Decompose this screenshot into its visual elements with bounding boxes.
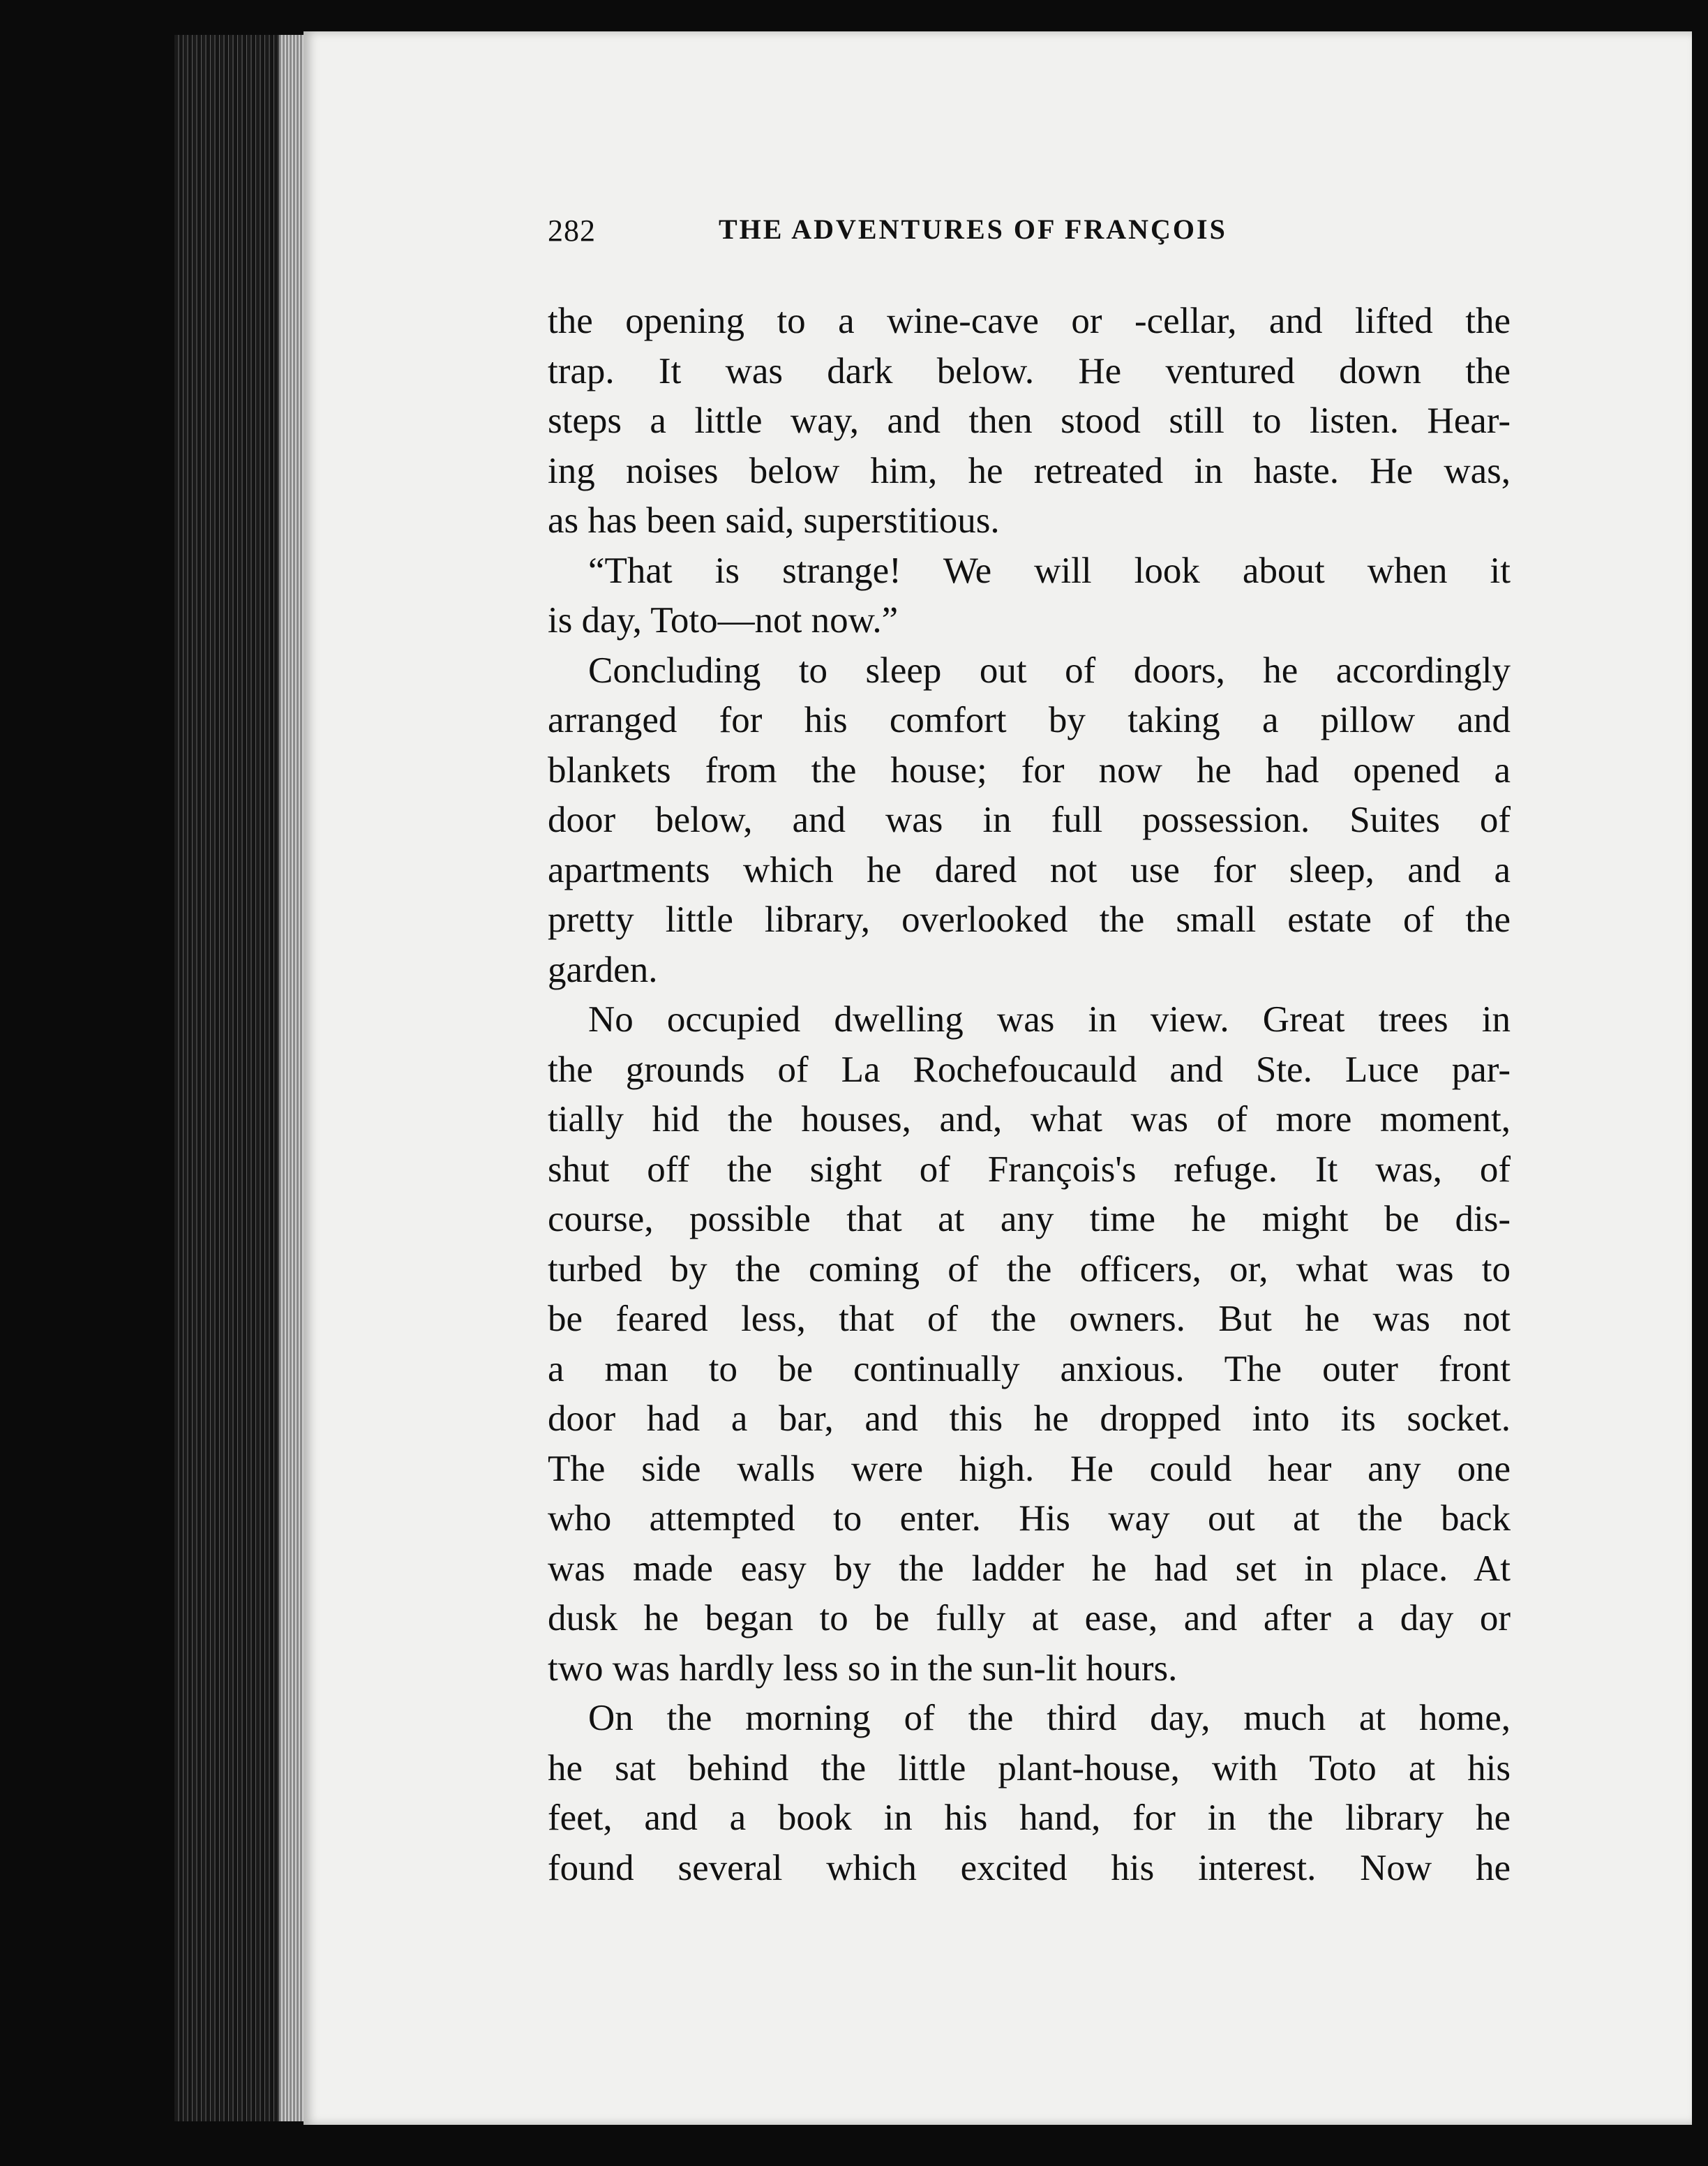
text-line: trap. It was dark below. He ventured down the	[548, 350, 1511, 391]
text-line: “That is strange! We will look about when it	[588, 550, 1511, 591]
text-line: door below, and was in full possession. Suites of	[548, 800, 1511, 840]
text-line: found several which excited his interest. Now he	[548, 1847, 1511, 1888]
text-line: was made easy by the ladder he had set in place. At	[548, 1548, 1511, 1589]
text-line: turbed by the coming of the officers, or, what was to	[548, 1248, 1511, 1290]
text-line: blankets from the house; for now he had opened a	[548, 749, 1511, 791]
body-text	[548, 297, 1511, 1893]
text-line: pretty little library, overlooked the small estate of the	[548, 899, 1511, 940]
text-line: door had a bar, and this he dropped into its socket.	[548, 1398, 1511, 1439]
running-head	[548, 213, 1336, 262]
text-line: ing noises below him, he retreated in haste. He was,	[548, 450, 1511, 491]
text-line: course, possible that at any time he might be dis-	[548, 1199, 1511, 1239]
text-line: two was hardly less so in the sun-lit hours.	[548, 1648, 1178, 1689]
text-line: he sat behind the little plant-house, with Toto at his	[548, 1747, 1511, 1788]
text-line: the grounds of La Rochefoucauld and Ste. Luce par-	[548, 1049, 1511, 1090]
text-line: No occupied dwelling was in view. Great trees in	[588, 999, 1511, 1040]
text-line: the opening to a wine-cave or -cellar, and lifted the	[548, 301, 1511, 341]
text-line: feet, and a book in his hand, for in the library he	[548, 1798, 1511, 1838]
book-title: THE ADVENTURES OF FRANÇOIS	[719, 214, 1227, 245]
text-line: as has been said, superstitious.	[548, 500, 1000, 541]
text-line: dusk he began to be fully at ease, and after a day or	[548, 1598, 1511, 1638]
text-line: is day, Toto—not now.”	[548, 600, 899, 641]
text-line: apartments which he dared not use for sleep, and a	[548, 849, 1511, 890]
text-line: be feared less, that of the owners. But he was not	[548, 1299, 1511, 1339]
text-line: On the morning of the third day, much at home,	[588, 1698, 1511, 1738]
text-line: who attempted to enter. His way out at the back	[548, 1498, 1511, 1539]
text-line: shut off the sight of François's refuge. It was, of	[548, 1149, 1511, 1190]
text-line: Concluding to sleep out of doors, he accordingly	[588, 650, 1511, 691]
text-line: arranged for his comfort by taking a pillow and	[548, 700, 1511, 740]
page-number: 282	[548, 214, 596, 248]
text-line: tially hid the houses, and, what was of more moment,	[548, 1099, 1511, 1140]
text-line: garden.	[548, 949, 658, 990]
page-edges-light	[279, 35, 304, 2121]
text-line: The side walls were high. He could hear any one	[548, 1448, 1511, 1489]
text-line: a man to be continually anxious. The outer front	[548, 1348, 1511, 1389]
text-line: steps a little way, and then stood still to listen. Hear-	[548, 401, 1511, 441]
